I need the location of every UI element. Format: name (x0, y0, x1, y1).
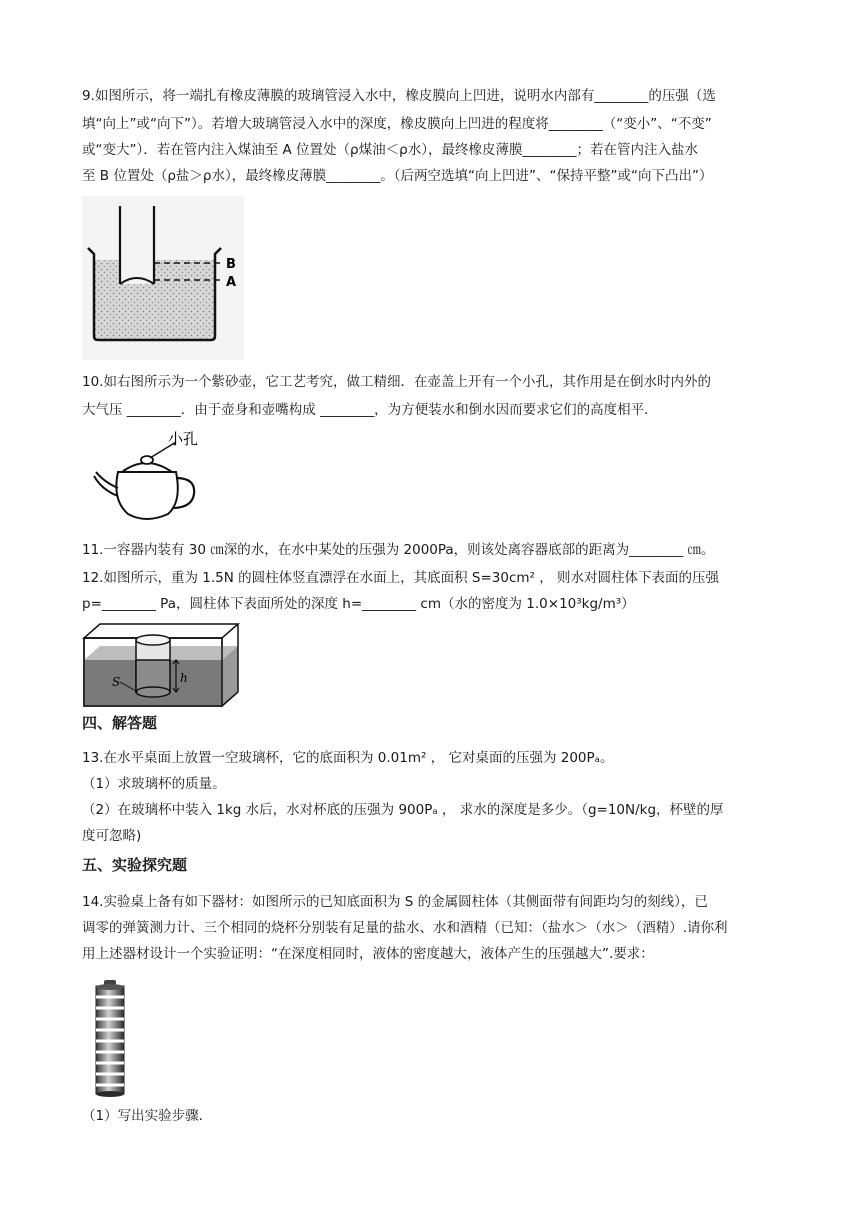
q12-cylinder-figure (82, 620, 242, 710)
q9-text-line-1: 9.如图所示，将一端扎有橡皮薄膜的玻璃管浸入水中，橡皮膜向上凹进，说明水内部有________的压强（选 (82, 88, 716, 104)
q12-label-s: S (112, 675, 121, 689)
q13-text-line-1: 13.在水平桌面上放置一空玻璃杯，它的底面积为 0.01m² ， 它对桌面的压强为 200Pₐ。 (82, 750, 614, 766)
q13-text-line-4: 度可忽略) (82, 828, 142, 844)
q11-text: 11.一容器内装有 30 ㎝深的水，在水中某处的压强为 2000Pa，则该处离容器底部的距离为________ ㎝。 (82, 542, 715, 558)
q14-text-line-1: 14.实验桌上备有如下器材：如图所示的已知底面积为 S 的金属圆柱体（其侧面带有间距均匀的刻线），已 (82, 894, 708, 910)
q10-text-line-2: 大气压 ________．由于壶身和壶嘴构成 ________，为方便装水和倒水因而要求它们的高度相平． (82, 402, 658, 418)
section-heading-4: 四、解答题 (82, 714, 158, 732)
q10-text-line-1: 10.如右图所示为一个紫砂壶，它工艺考究，做工精细．在壶盖上开有一个小孔，其作用是在倒水时内外的 (82, 374, 711, 390)
q13-text-line-3: （2）在玻璃杯中装入 1kg 水后，水对杯底的压强为 900Pₐ ， 求水的深度是多少。（g=10N/kg，杯壁的厚 (82, 802, 724, 818)
q9-text-line-2: 填“向上”或“向下”）。若增大玻璃管浸入水中的深度，橡皮膜向上凹进的程度将________（“变小”、“不变” (82, 116, 712, 132)
q14-text-line-2: 调零的弹簧测力计、三个相同的烧杯分别装有足量的盐水、水和酒精（已知：（盐水＞（水＞（酒精）.请你利 (82, 920, 728, 936)
q9-text-line-3: 或“变大”）．若在管内注入煤油至 A 位置处（ρ煤油＜ρ水），最终橡皮薄膜________；若在管内注入盐水 (82, 142, 698, 158)
q9-label-a: A (226, 275, 237, 290)
q14-text-line-3: 用上述器材设计一个实验证明：“在深度相同时，液体的密度越大，液体产生的压强越大”.要求： (82, 946, 654, 962)
q14-metal-cylinder-figure (90, 980, 130, 1098)
q9-beaker-figure (82, 196, 244, 360)
q9-label-b: B (226, 257, 236, 272)
section-heading-5: 五、实验探究题 (82, 856, 188, 874)
q12-text-line-1: 12.如图所示，重为 1.5N 的圆柱体竖直漂浮在水面上，其底面积 S=30cm² ， 则水对圆柱体下表面的压强 (82, 570, 720, 586)
q12-label-h: h (180, 671, 188, 685)
q10-teapot-figure (88, 428, 208, 528)
q14-step-1: （1）写出实验步骤. (82, 1108, 203, 1124)
q12-text-line-2: p=________ Pa，圆柱体下表面所处的深度 h=________ cm（水的密度为 1.0×10³kg/m³） (82, 596, 635, 612)
q9-text-line-4: 至 B 位置处（ρ盐＞ρ水），最终橡皮薄膜________。（后两空选填“向上凹进”、“保持平整”或“向下凸出”） (82, 168, 713, 184)
q10-small-hole-label: 小孔 (168, 430, 199, 448)
q13-text-line-2: （1）求玻璃杯的质量。 (82, 776, 226, 792)
